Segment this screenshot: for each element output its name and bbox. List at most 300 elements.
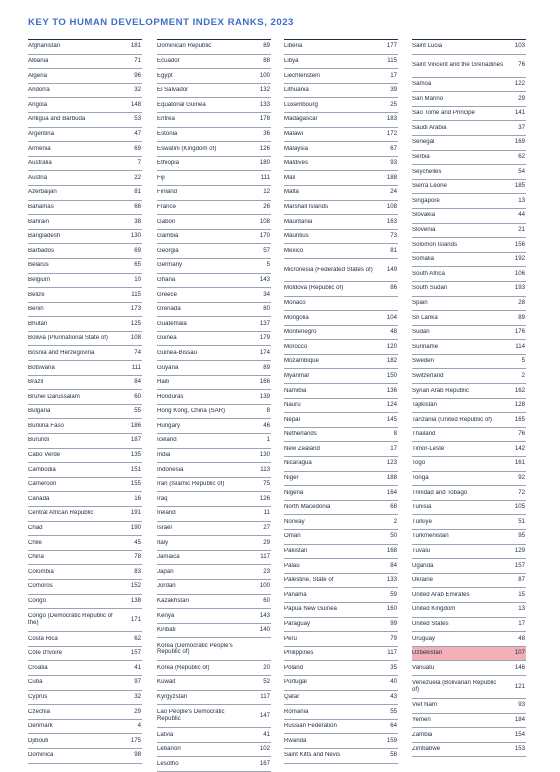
table-row: [284, 171, 398, 186]
country-name: Belize: [28, 291, 45, 298]
hdi-rank: 104: [386, 313, 397, 321]
table-row: [412, 121, 526, 136]
table-row: [157, 288, 271, 303]
hdi-rank: 153: [514, 745, 525, 753]
hdi-rank: 54: [518, 167, 525, 175]
country-name: Chile: [28, 539, 42, 546]
table-row: [28, 434, 142, 449]
table-row: [284, 84, 398, 99]
hdi-rank: 60: [134, 392, 141, 400]
table-row: [412, 369, 526, 384]
hdi-rank: 27: [263, 524, 270, 532]
table-row: [157, 201, 271, 216]
table-row: [157, 361, 271, 376]
country-name: Antigua and Barbuda: [28, 116, 86, 123]
country-name: Bangladesh: [28, 233, 61, 240]
hdi-rank: 133: [386, 576, 397, 584]
table-row: [284, 259, 398, 282]
country-name: Korea (Democratic People's Republic of): [157, 642, 233, 656]
country-name: Samoa: [412, 81, 432, 88]
table-row: [284, 515, 398, 530]
hdi-rank: 96: [134, 71, 141, 79]
table-row: [28, 84, 142, 99]
table-row: [157, 390, 271, 405]
hdi-rank: 165: [514, 415, 525, 423]
country-name: Ethiopia: [157, 160, 180, 167]
country-name: Iraq: [157, 495, 168, 502]
table-row: [157, 661, 271, 676]
country-name: South Sudan: [412, 285, 448, 292]
table-row: [157, 346, 271, 361]
hdi-rank: 48: [390, 328, 397, 336]
country-name: Yemen: [412, 716, 431, 723]
country-name: Israel: [157, 525, 172, 532]
country-name: Uzbekistan: [412, 650, 443, 657]
hdi-rank: 176: [514, 328, 525, 336]
hdi-rank: 41: [134, 663, 141, 671]
hdi-rank: 47: [134, 130, 141, 137]
country-name: India: [157, 452, 171, 459]
hdi-rank: 160: [386, 605, 397, 613]
country-name: Singapore: [412, 197, 440, 204]
country-name: Zimbabwe: [412, 746, 441, 753]
country-name: Barbados: [28, 247, 55, 254]
table-row: [28, 419, 142, 434]
table-row: [28, 40, 142, 55]
table-row: [412, 151, 526, 166]
table-row: [28, 346, 142, 361]
hdi-rank: 25: [390, 100, 397, 108]
table-row: [157, 259, 271, 274]
hdi-rank: 13: [518, 196, 525, 204]
country-name: Saint Vincent and the Grenadines: [412, 62, 504, 69]
country-name: Cyprus: [28, 693, 48, 700]
hdi-rank: 41: [263, 730, 270, 738]
table-row: [412, 728, 526, 743]
country-name: Botswana: [28, 364, 55, 371]
hdi-rank: 8: [393, 430, 397, 438]
table-row: [28, 171, 142, 186]
hdi-rank: 125: [130, 319, 141, 327]
hdi-rank: 81: [390, 246, 397, 254]
hdi-rank: 157: [130, 649, 141, 657]
table-row: [28, 201, 142, 216]
table-row: [412, 107, 526, 122]
country-name: United Arab Emirates: [412, 591, 470, 598]
table-row: [412, 180, 526, 195]
country-name: Palau: [284, 562, 300, 569]
table-row: [412, 238, 526, 253]
table-row: [28, 113, 142, 128]
table-row: [157, 376, 271, 391]
hdi-rank: 151: [130, 465, 141, 473]
hdi-rank: 147: [259, 711, 270, 719]
hdi-rank: 117: [260, 692, 270, 700]
country-name: Oman: [284, 533, 301, 540]
table-row: [28, 128, 142, 143]
country-name: Micronesia (Federated States of): [284, 266, 373, 273]
country-name: Japan: [157, 568, 174, 575]
hdi-rank: 32: [134, 692, 141, 700]
country-name: Mexico: [284, 247, 304, 254]
table-row: [412, 194, 526, 209]
table-row: [412, 457, 526, 472]
hdi-rank: 148: [130, 100, 141, 108]
hdi-rank: 192: [514, 255, 525, 263]
table-row: [412, 78, 526, 93]
country-name: Cameroon: [28, 481, 57, 488]
country-name: France: [157, 203, 176, 210]
hdi-rank: 65: [134, 261, 141, 269]
table-row: [412, 714, 526, 729]
country-name: Tajikistan: [412, 402, 438, 409]
table-row: [284, 603, 398, 618]
country-name: Turkmenistan: [412, 533, 449, 540]
table-row: [412, 413, 526, 428]
table-row: [284, 98, 398, 113]
page-title: KEY TO HUMAN DEVELOPMENT INDEX RANKS, 2023: [28, 17, 294, 28]
table-row: [412, 559, 526, 574]
table-row: [157, 84, 271, 99]
hdi-rank: 124: [386, 401, 397, 409]
country-name: Angola: [28, 101, 47, 108]
country-name: Austria: [28, 174, 47, 181]
table-row: [157, 624, 271, 639]
country-name: Andorra: [28, 87, 50, 94]
table-row: [284, 749, 398, 764]
table-row: [28, 288, 142, 303]
country-name: Poland: [284, 664, 303, 671]
table-row: [412, 442, 526, 457]
table-row: [284, 676, 398, 691]
hdi-rank: 143: [259, 611, 270, 619]
table-row: [412, 618, 526, 633]
hdi-rank: 132: [259, 86, 270, 94]
country-name: Latvia: [157, 731, 174, 738]
country-name: Iran (Islamic Republic of): [157, 481, 225, 488]
hdi-rank: 169: [514, 138, 525, 146]
hdi-rank: 64: [390, 722, 397, 730]
table-row: [284, 661, 398, 676]
column-3: [284, 39, 398, 764]
table-row: [28, 705, 142, 720]
table-row: [284, 530, 398, 545]
country-name: Kenya: [157, 612, 175, 619]
table-row: [28, 609, 142, 632]
table-row: [284, 55, 398, 70]
hdi-rank: 163: [386, 217, 397, 225]
hdi-rank: 76: [518, 430, 525, 438]
hdi-rank: 50: [390, 532, 397, 540]
table-row: [284, 215, 398, 230]
hdi-rank: 75: [263, 480, 270, 488]
table-row: [284, 297, 398, 312]
hdi-rank: 34: [263, 290, 270, 298]
hdi-rank: 89: [518, 313, 525, 321]
country-name: Mozambique: [284, 358, 319, 365]
table-row: [284, 574, 398, 589]
hdi-rank: 83: [134, 567, 141, 575]
country-name: Guinea: [157, 335, 177, 342]
hdi-rank: 24: [390, 188, 397, 196]
hdi-rank: 92: [518, 474, 525, 482]
country-name: Algeria: [28, 72, 47, 79]
country-name: Togo: [412, 460, 426, 467]
hdi-rank: 69: [134, 246, 141, 254]
table-row: [157, 580, 271, 595]
hdi-rank: 12: [263, 188, 270, 196]
table-row: [157, 142, 271, 157]
country-name: Moldova (Republic of): [284, 285, 344, 292]
hdi-rank: 126: [259, 494, 270, 502]
hdi-rank: 23: [263, 567, 270, 575]
country-name: Solomon Islands: [412, 241, 458, 248]
country-name: Bosnia and Herzegovina: [28, 349, 95, 356]
table-row: [28, 749, 142, 764]
table-row: [412, 428, 526, 443]
country-name: Kyrgyzstan: [157, 693, 188, 700]
country-name: Cabo Verde: [28, 452, 61, 459]
country-name: Mauritania: [284, 218, 313, 225]
country-name: Costa Rica: [28, 635, 58, 642]
country-name: Peru: [284, 635, 297, 642]
table-row: [157, 522, 271, 537]
country-name: Netherlands: [284, 431, 317, 438]
table-row: [284, 282, 398, 297]
column-2: [157, 39, 271, 772]
hdi-rank: 1: [266, 436, 270, 444]
table-row: [284, 399, 398, 414]
hdi-rank: 20: [263, 663, 270, 671]
table-row: [412, 40, 526, 55]
country-name: Russian Federation: [284, 723, 337, 730]
country-name: Malaysia: [284, 145, 309, 152]
country-name: Equatorial Guinea: [157, 101, 206, 108]
country-name: Brazil: [28, 379, 44, 386]
hdi-rank: 143: [259, 275, 270, 283]
country-name: Maldives: [284, 160, 309, 167]
table-row: [284, 69, 398, 84]
table-row: [28, 390, 142, 405]
table-row: [284, 142, 398, 157]
hdi-rank: 10: [134, 275, 141, 283]
hdi-rank: 69: [134, 144, 141, 152]
country-name: Uganda: [412, 562, 434, 569]
hdi-rank: 168: [386, 547, 397, 555]
hdi-rank: 52: [263, 678, 270, 686]
table-row: [412, 55, 526, 78]
hdi-rank: 60: [263, 597, 270, 604]
table-row: [284, 705, 398, 720]
table-row: [28, 507, 142, 522]
column-1: [28, 39, 142, 764]
hdi-rank: 13: [518, 605, 525, 613]
hdi-rank: 26: [263, 202, 270, 210]
hdi-rank: 155: [130, 480, 141, 488]
country-name: Iceland: [157, 437, 177, 444]
country-name: Gambia: [157, 233, 179, 240]
hdi-rank: 55: [134, 407, 141, 415]
country-name: Fiji: [157, 174, 165, 181]
hdi-rank: 188: [386, 474, 397, 482]
table-row: [28, 647, 142, 662]
hdi-rank: 136: [386, 386, 397, 394]
hdi-rank: 29: [134, 707, 141, 715]
table-row: [157, 536, 271, 551]
country-name: Panama: [284, 591, 307, 598]
hdi-rank: 2: [393, 517, 397, 525]
table-row: [157, 405, 271, 420]
table-row: [412, 340, 526, 355]
country-name: Saudi Arabia: [412, 124, 447, 131]
hdi-rank: 97: [134, 678, 141, 686]
hdi-rank: 5: [266, 261, 270, 269]
hdi-rank: 170: [259, 232, 270, 240]
hdi-rank: 188: [386, 173, 397, 181]
country-name: Mali: [284, 174, 296, 181]
country-name: Albania: [28, 58, 49, 65]
table-row: [412, 297, 526, 312]
table-row: [284, 428, 398, 443]
country-name: Mongolia: [284, 314, 309, 321]
country-name: Lithuania: [284, 87, 309, 94]
country-name: Libya: [284, 58, 299, 65]
hdi-rank: 2: [521, 371, 525, 379]
country-name: Malawi: [284, 131, 303, 137]
hdi-rank: 57: [263, 246, 270, 254]
table-row: [28, 376, 142, 391]
table-row: [157, 113, 271, 128]
table-row: [284, 40, 398, 55]
country-name: Kuwait: [157, 679, 176, 686]
hdi-rank: 190: [130, 524, 141, 532]
table-row: [157, 609, 271, 624]
table-row: [412, 530, 526, 545]
hdi-rank: 122: [514, 80, 525, 88]
table-row: [157, 419, 271, 434]
table-row: [284, 413, 398, 428]
table-row: [28, 186, 142, 201]
country-name: Colombia: [28, 568, 54, 575]
hdi-rank: 80: [263, 305, 270, 313]
country-name: Zambia: [412, 731, 433, 738]
country-name: Ireland: [157, 510, 176, 517]
hdi-rank: 121: [514, 682, 525, 690]
country-name: Jordan: [157, 583, 176, 590]
hdi-rank: 81: [134, 188, 141, 196]
table-row: [157, 128, 271, 143]
table-row: [412, 603, 526, 618]
country-name: Viet Nam: [412, 702, 437, 709]
hdi-rank: 55: [390, 707, 397, 715]
hdi-rank: 15: [518, 590, 525, 598]
table-row: [28, 303, 142, 318]
country-name: Congo (Democratic Republic of the): [28, 613, 113, 627]
hdi-rank: 86: [390, 284, 397, 292]
hdi-rank: 115: [131, 290, 141, 298]
hdi-rank: 128: [514, 401, 525, 409]
country-name: Luxembourg: [284, 101, 318, 108]
table-row: [284, 472, 398, 487]
country-name: Vanuatu: [412, 664, 435, 671]
hdi-rank: 93: [390, 159, 397, 167]
hdi-rank: 89: [263, 42, 270, 50]
hdi-rank: 175: [130, 736, 141, 744]
table-row: [284, 128, 398, 143]
country-name: Indonesia: [157, 466, 184, 473]
hdi-rank: 7: [137, 159, 141, 167]
hdi-rank: 58: [390, 751, 397, 759]
country-name: Syrian Arab Republic: [412, 387, 469, 394]
hdi-rank: 133: [259, 100, 270, 108]
country-name: Qatar: [284, 693, 300, 700]
table-row: [412, 311, 526, 326]
table-row: [28, 492, 142, 507]
hdi-rank: 40: [390, 678, 397, 686]
table-row: [157, 691, 271, 706]
hdi-rank: 162: [514, 386, 525, 394]
hdi-rank: 182: [386, 357, 397, 365]
hdi-rank: 62: [134, 634, 141, 642]
country-name: Sri Lanka: [412, 314, 438, 321]
table-row: [157, 186, 271, 201]
hdi-rank: 72: [518, 488, 525, 496]
country-name: Slovenia: [412, 226, 436, 233]
table-row: [412, 209, 526, 224]
country-name: Papua New Guinea: [284, 606, 337, 613]
table-row: [412, 267, 526, 282]
country-name: Somalia: [412, 256, 435, 263]
table-row: [412, 501, 526, 516]
hdi-rank: 32: [134, 86, 141, 94]
column-4: [412, 39, 526, 757]
country-name: Madagascar: [284, 116, 318, 123]
table-row: [284, 384, 398, 399]
hdi-rank: 108: [259, 217, 270, 225]
hdi-rank: 152: [130, 582, 141, 590]
country-name: Estonia: [157, 131, 178, 137]
country-name: China: [28, 554, 44, 561]
hdi-rank: 51: [518, 517, 525, 525]
hdi-rank: 107: [514, 649, 525, 657]
table-row: [157, 449, 271, 464]
country-name: Romania: [284, 708, 309, 715]
country-name: United States: [412, 621, 449, 627]
table-row: [412, 699, 526, 714]
hdi-rank: 181: [130, 42, 141, 50]
country-name: Slovakia: [412, 212, 436, 219]
hdi-rank: 17: [390, 444, 397, 452]
table-row: [28, 720, 142, 735]
hdi-rank: 76: [518, 61, 525, 69]
table-row: [157, 40, 271, 55]
country-name: Tonga: [412, 475, 429, 482]
country-name: Brunei Darussalam: [28, 393, 80, 400]
table-row: [157, 743, 271, 758]
hdi-rank: 37: [518, 123, 525, 131]
table-row: [284, 230, 398, 245]
table-row: [28, 157, 142, 172]
table-row: [28, 361, 142, 376]
table-row: [412, 515, 526, 530]
hdi-rank: 161: [514, 459, 525, 467]
country-name: Philippines: [284, 650, 314, 657]
country-name: Palestine, State of: [284, 577, 334, 584]
hdi-rank: 45: [134, 538, 141, 546]
rank-table: [28, 39, 538, 767]
hdi-rank: 154: [514, 730, 525, 738]
hdi-rank: 4: [137, 722, 141, 730]
